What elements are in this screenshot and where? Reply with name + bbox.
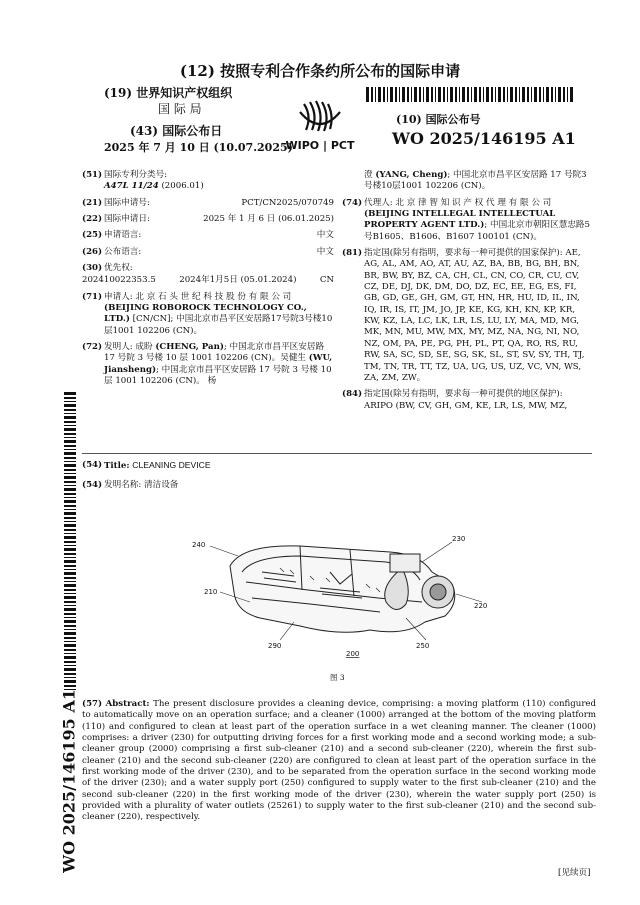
priority-app-no: 202410022353.5 [82,275,156,286]
designated-regions: 指定国(除另有指明，要求每一种可提供的地区保护): ARIPO (BW, CV, GH, GM, KE, LR, LS, MW, MZ, [364,389,568,411]
designated-states: 指定国(除另有指明，要求每一种可提供的国家保护): AE, AG, AL, AM, AO, AT, AU, AZ, BA, BB, BG, BH, BN, BR, BW, BY, BZ, CA, CH, CL, CN, CO, CR, CU, CV, CZ, DE, DJ, DK, DM, DO, DZ, EC, EE, EG, ES, FI, GB, GD, GE, GH, GM, GT, HN, HR, HU, ID, IL, IN, IQ, IR, IS, IT, JM, JO, JP, KE, KG, KH, KN, KP, KR, KW, KZ, LA, LC, LK, LR, LS, LU, LY, MA, MD, MG, MK, MN, MU, MW, MX, MY, MZ, NA, NG, NI, NO, NZ, OM, PA, PE, PG, PH, PL, PT, QA, RO, RS, RU, RW, SA, SC, SD, SE, SG, SK, SL, ST, SV, SY, TH, TJ, TM, TN, TR, TT, TZ, UA, UG, US, UZ, VC, VN, WS, ZA, ZM, ZW。 [364,248,585,383]
left-column [82,170,334,393]
pub-no-label: 国际公布号 [425,113,481,126]
title-zh-label: 发明名称: [104,480,142,490]
agent-en: (BEIJING INTELLEGAL INTELLECTUAL PROPERTY AGENT LTD.) [364,209,556,231]
field-code: (25) [82,230,103,241]
applicant-en: (BEIJING ROBOROCK TECHNOLOGY CO., LTD.) [104,303,307,325]
applicant-address: [CN/CN]; 中国北京市昌平区安居路17号院3号楼10层1001 102206 (CN)。 [104,314,333,336]
abstract [82,699,596,824]
org-sub: 国 际 局 [158,101,202,116]
inventor-3-en: (YANG, Cheng) [375,170,448,180]
filing-date-label: 国际申请日: [104,214,150,225]
field-code: (22) [82,214,103,225]
field-code: (72) [82,342,103,353]
label-240: 240 [192,541,206,549]
label-250: 250 [416,642,430,650]
label-200: 200 [346,650,360,658]
inventor-3 [342,170,592,193]
patent-figure [190,532,490,660]
pub-number: WO 2025/146195 A1 [392,129,576,148]
organization-block [104,86,294,117]
logo-text: WIPO | PCT [285,139,355,152]
filing-lang: 中文 [316,230,334,241]
pub-lang-label: 公布语言: [104,246,142,257]
field-code: (30) [82,263,103,274]
ipc-label: 国际专利分类号: [104,170,168,180]
field-code: (71) [82,291,103,302]
field-71 [82,292,334,337]
title-zh-value: 清洁设备 [144,480,179,490]
side-pub-number-block [58,689,80,873]
title-en-label: Title: [104,461,130,471]
priority-country: CN [319,275,334,286]
inventor-3-cn: 澄 [364,170,376,180]
field-22 [82,214,334,225]
field-code: (81) [342,248,363,259]
inventor-1-cn: 发明人: 成盼 [104,342,156,353]
field-code: (74) [342,197,363,208]
side-pub-number: WO 2025/146195 A1 [59,689,79,873]
barcode-top [366,87,574,102]
field-code: (54) [82,480,103,490]
label-230: 230 [452,535,466,543]
document-title: (12) 按照专利合作条约所公布的国际申请 [179,62,461,80]
agent-address: ; 中国北京市朝阳区慧忠路5号B1605、B1606、B1607 100101 (CN)。 [364,220,590,242]
field-26 [82,247,334,258]
org-code: (19) [104,86,133,100]
pub-date-label: 国际公布日 [162,124,223,138]
priority-label: 优先权: [104,263,133,274]
inventor-2-address: ; 中国北京市昌平区安居路 17 号院 3 号楼 10 层 1001 102206 (CN)。 杨 [104,364,332,387]
pub-date: 2025 年 7 月 10 日 (10.07.2025) [104,141,293,154]
field-81 [342,248,592,384]
pub-lang: 中文 [316,246,334,257]
abstract-text: The present disclosure provides a cleaning device, comprising: a moving platform (110) configured to automatically move on an operation surface; and a cleaner (1000) arranged at the bottom of the moving platform (110) and configured to clean at least part of the operation surface in a wet cleaning manner. The cleaner (1000) comprises: a driver (230) for outputting driving forces for a first working mode and a second working mode; a sub-cleaner group (2000) comprising a first sub-cleaner (210) and a second sub-cleaner (220), wherein the first sub-cleaner (210) and the second sub-cleaner (220) are configured to clean at least part of the operation surface in the first working mode of the driver (230), and to be separated from the operation surface in the second working mode of the driver (230); and a water supply port (250) configured to supply water to the first sub-cleaner (210) and the second sub-cleaner (220) in the first working mode of the driver (230), wherein the water supply port (250) is provided with a plurality of water outlets (25261) to supply water to the first sub-cleaner (210) and the second sub-cleaner (220), respectively. [82,699,597,823]
field-code: (21) [82,197,103,208]
figure-caption: 图 3 [330,673,345,682]
label-210: 210 [204,588,218,596]
wipo-logo [272,96,368,154]
inventors [104,342,334,387]
inventor-3-address: ; 中国北京市昌平区安居路 17 号院3号楼10层1001 102206 (CN)。 [364,170,587,192]
field-51 [82,170,334,193]
title-en [82,460,592,472]
applicant-cn: 申请人: 北 京 石 头 世 纪 科 技 股 份 有 限 公 司 [104,291,292,302]
title-en-value: CLEANING DEVICE [132,460,211,470]
title-zh [82,480,592,491]
pub-no-label-block [396,113,481,128]
priority-date: 2024年1月5日 (05.01.2024) [179,275,297,286]
label-220: 220 [474,602,488,610]
barcode-side [64,392,76,692]
agent [364,198,592,243]
field-30 [82,263,334,287]
app-no-label: 国际申请号: [104,197,150,208]
field-code: (84) [342,389,363,400]
field-code: (26) [82,246,103,257]
field-code: (54) [82,460,103,470]
inventor-1-en: (CHENG, Pan) [155,342,224,353]
applicant [104,292,334,337]
field-code: (51) [82,170,103,180]
org-name: 世界知识产权组织 [136,86,233,100]
ipc-date: (2006.01) [161,181,204,192]
right-column [342,170,592,417]
inventor-2-en: (WU, Jiansheng) [104,353,333,375]
pub-date-label-block [130,124,222,140]
field-25 [82,230,334,241]
pub-date-code: (43) [130,124,159,138]
abstract-code: (57) [82,699,103,709]
field-72 [82,342,334,387]
field-74 [342,198,592,243]
field-84 [342,389,592,412]
filing-date: 2025 年 1 月 6 日 (06.01.2025) [203,214,334,225]
agent-cn: 代理人: 北 京 律 智 知 识 产 权 代 理 有 限 公 司 [364,197,552,208]
inventor-1-address: ; 中国北京市昌平区安居路 17 号院 3 号楼 10 层 1001 102206 (CN)。吴健生 [104,342,325,364]
filing-lang-label: 申请语言: [104,230,142,241]
divider [82,453,592,454]
ipc-class: A47L 11/24 [104,181,159,192]
field-21 [82,198,334,209]
continued-on-next-page: [见续页] [558,868,591,878]
pub-no-code: (10) [396,113,422,126]
app-no: PCT/CN2025/070749 [241,197,334,208]
label-290: 290 [268,642,282,650]
abstract-label: Abstract: [105,699,150,709]
